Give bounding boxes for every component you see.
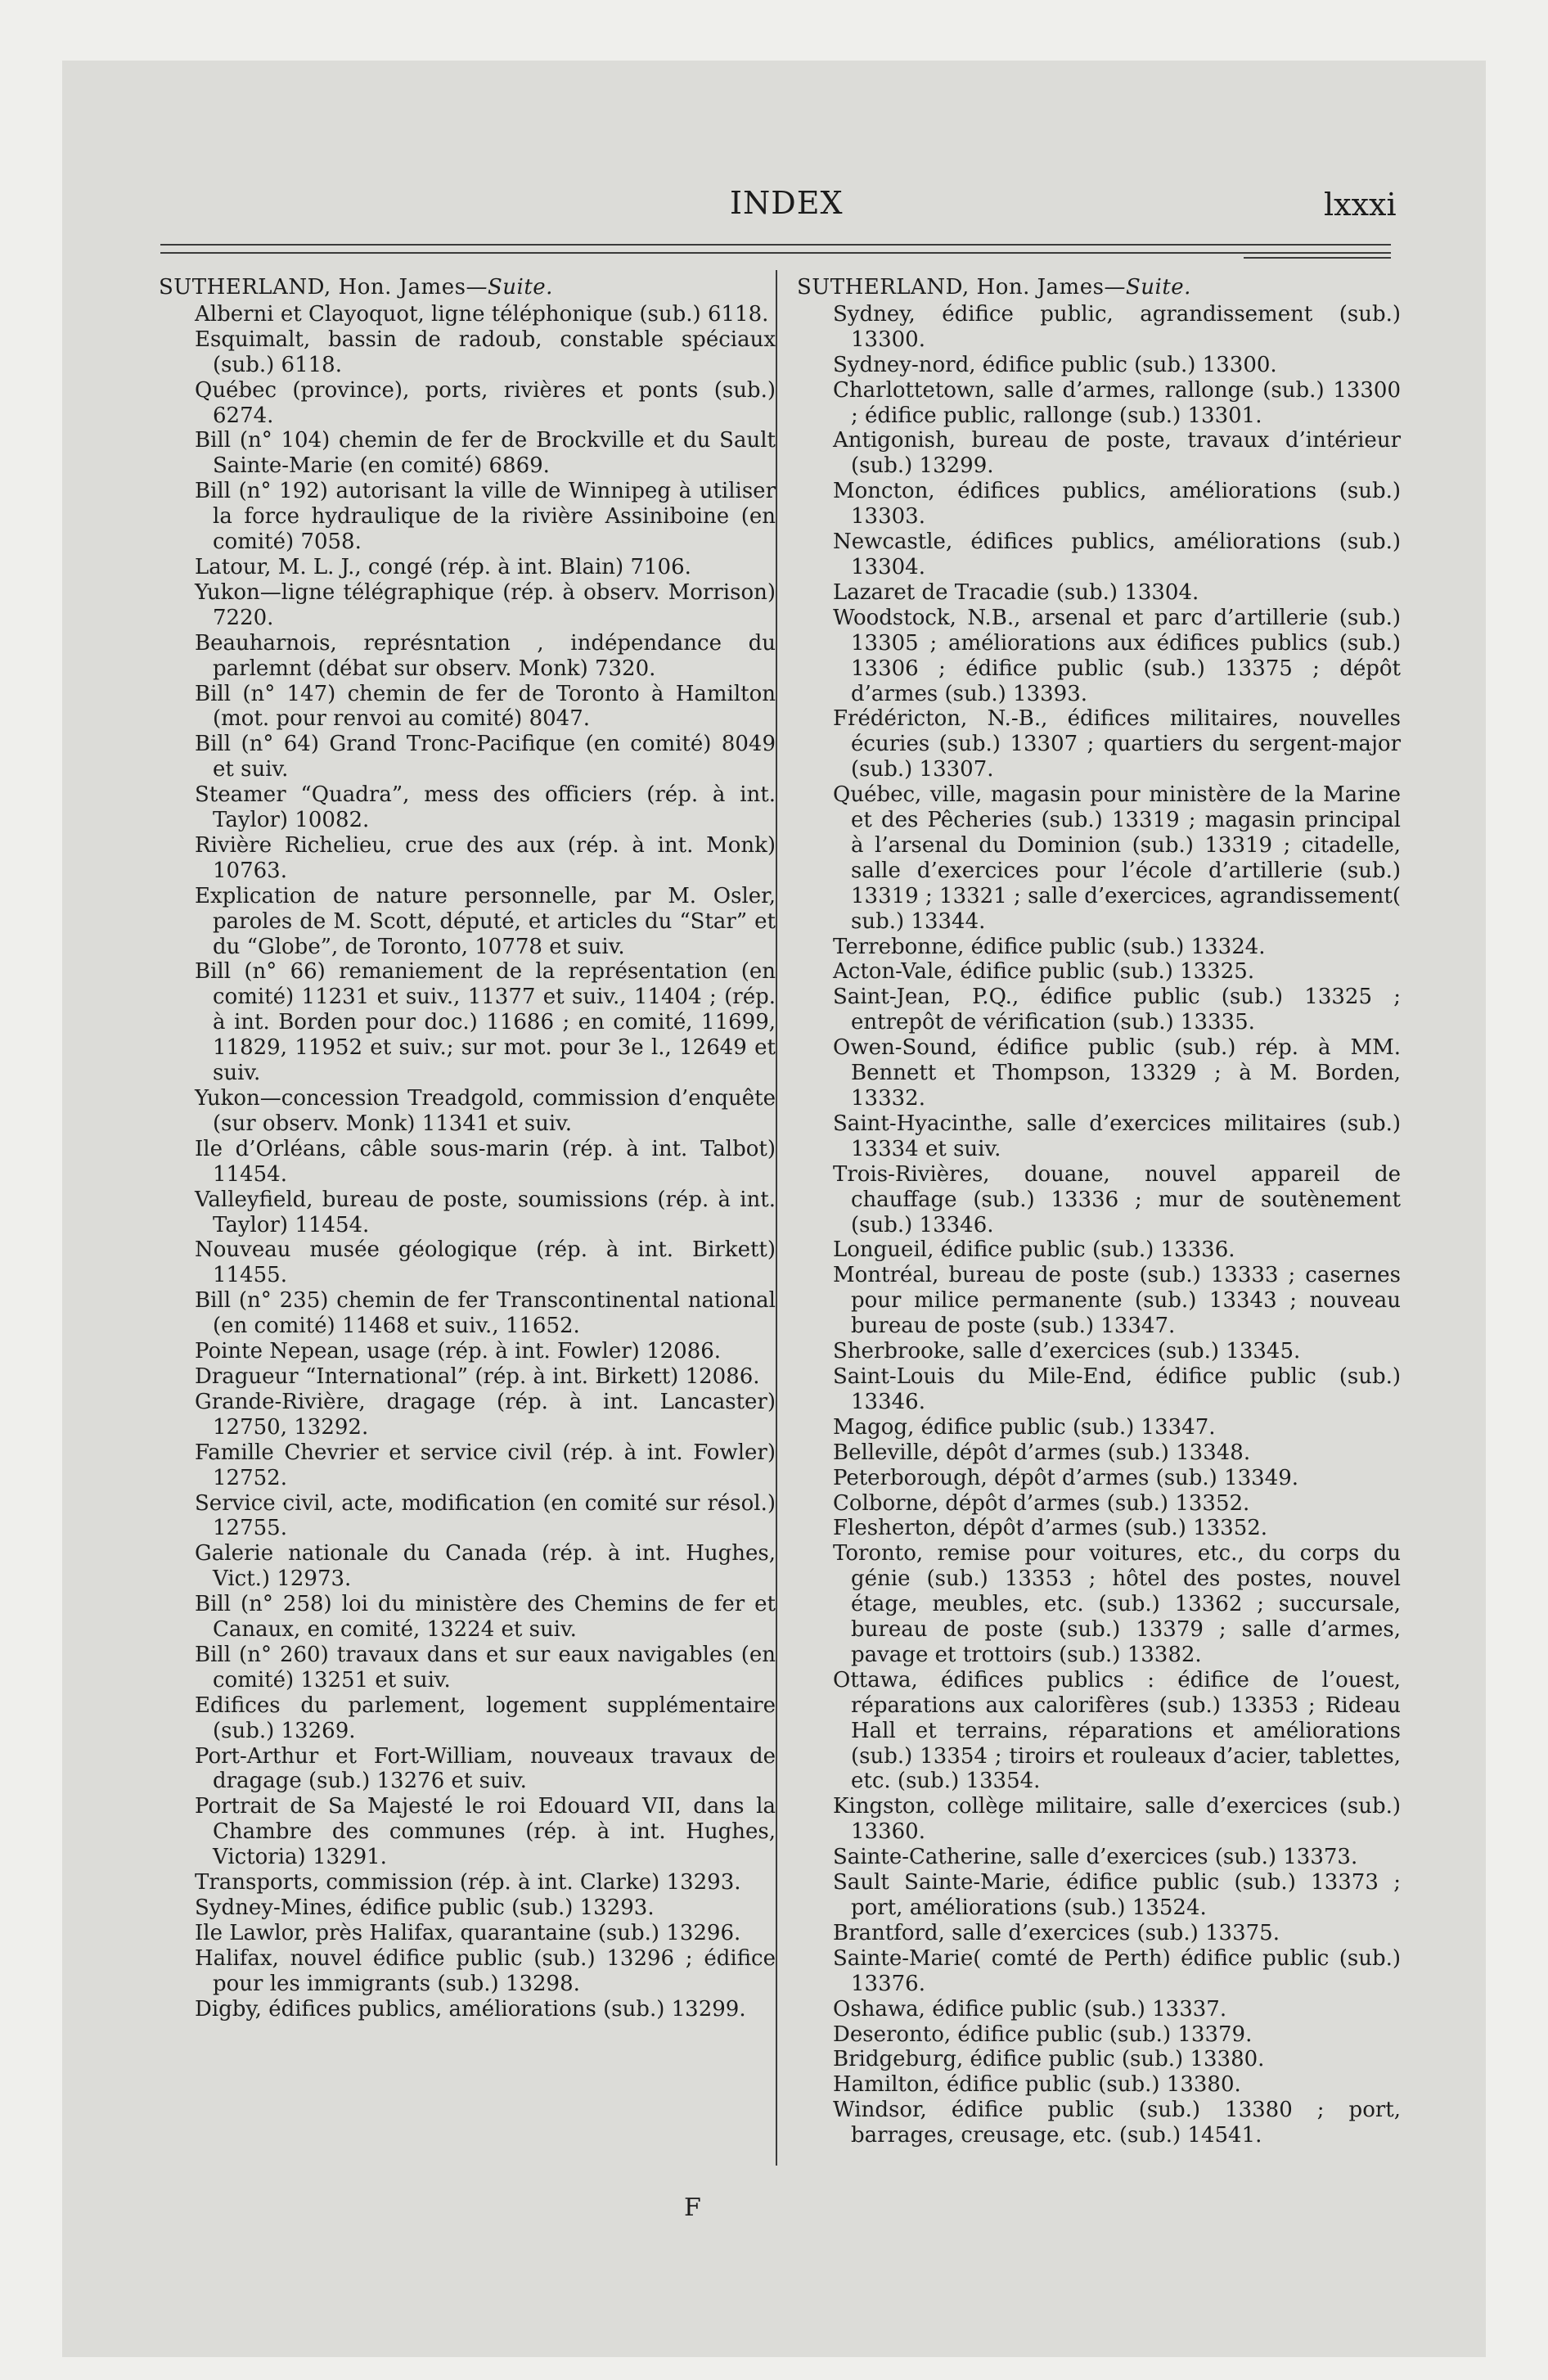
index-entry: Oshawa, édifice public (sub.) 13337. — [833, 1996, 1227, 2022]
left-heading-suffix: —Suite. — [466, 275, 553, 300]
index-entry: Trois-Rivières, douane, nouvel appareil de chauffage (sub.) 13336 ; mur de soutènement (sub.) 13346. — [833, 1161, 1401, 1237]
index-entry: Lazaret de Tracadie (sub.) 13304. — [833, 579, 1199, 605]
index-entry: Québec, ville, magasin pour ministère de la Marine et des Pêcheries (sub.) 13319 ; magasin principal à l’arsenal du Dominion (sub.) 13319 ; citadelle, salle d’exercices pour l’école d’artillerie (sub.) 13319 ; 13321 ; salle d’exercices, agrandissement( sub.) 13344. — [833, 782, 1401, 934]
index-entry: Famille Chevrier et service civil (rép. à int. Fowler) 12752. — [195, 1440, 776, 1490]
index-entry: Galerie nationale du Canada (rép. à int. Hughes, Vict.) 12973. — [195, 1541, 776, 1592]
index-entry: Frédéricton, N.-B., édifices militaires, nouvelles écuries (sub.) 13307 ; quartiers du sergent-major (sub.) 13307. — [833, 706, 1401, 782]
index-entry: Acton-Vale, édifice public (sub.) 13325. — [833, 959, 1255, 985]
index-entry: Magog, édifice public (sub.) 13347. — [833, 1414, 1216, 1440]
index-entry: Port-Arthur et Fort-William, nouveaux travaux de dragage (sub.) 13276 et suiv. — [195, 1743, 776, 1794]
index-entry: Québec (province), ports, rivières et ponts (sub.) 6274. — [195, 377, 776, 428]
index-entry: Sydney-nord, édifice public (sub.) 13300. — [833, 352, 1277, 377]
index-entry: Hamilton, édifice public (sub.) 13380. — [833, 2072, 1241, 2098]
index-entry: Rivière Richelieu, crue des aux (rép. à int. Monk) 10763. — [195, 832, 776, 883]
index-entry: Terrebonne, édifice public (sub.) 13324. — [833, 934, 1266, 959]
page-title: INDEX — [730, 185, 844, 221]
index-entry: Bill (n° 258) loi du ministère des Chemins de fer et Canaux, en comité, 13224 et suiv. — [195, 1592, 776, 1643]
index-entry: Kingston, collège militaire, salle d’exercices (sub.) 13360. — [833, 1794, 1401, 1845]
index-entry: Newcastle, édifices publics, améliorations (sub.) 13304. — [833, 530, 1401, 579]
right-heading-name: SUTHERLAND, Hon. James — [797, 275, 1105, 300]
index-entry: Ile d’Orléans, câble sous-marin (rép. à int. Talbot) 11454. — [195, 1136, 776, 1187]
index-entry: Grande-Rivière, dragage (rép. à int. Lancaster) 12750, 13292. — [195, 1389, 776, 1440]
index-entry: Yukon—concession Treadgold, commission d’enquête (sur observ. Monk) 11341 et suiv. — [195, 1086, 776, 1136]
right-column — [792, 275, 1401, 2148]
index-entry: Nouveau musée géologique (rép. à int. Birkett) 11455. — [195, 1237, 776, 1288]
index-entry: Sydney-Mines, édifice public (sub.) 13293. — [195, 1895, 655, 1920]
index-entry: Halifax, nouvel édifice public (sub.) 13296 ; édifice pour les immigrants (sub.) 13298. — [195, 1945, 776, 1996]
right-column-heading — [797, 275, 1401, 300]
right-entries-list — [792, 302, 1401, 2148]
index-entry: Sault Sainte-Marie, édifice public (sub.) 13373 ; port, améliorations (sub.) 13524. — [833, 1870, 1401, 1920]
page-number: lxxxi — [1324, 187, 1397, 223]
index-entry: Toronto, remise pour voitures, etc., du corps du génie (sub.) 13353 ; hôtel des postes, nouvel étage, meubles, etc. (sub.) 13362 ; succursale, bureau de poste (sub.) 13379 ; salle d’armes, pavage et trottoirs (sub.) 13382. — [833, 1541, 1401, 1667]
index-entry: Charlottetown, salle d’armes, rallonge (sub.) 13300 ; édifice public, rallonge (sub.) 13301. — [833, 377, 1401, 428]
index-entry: Bridgeburg, édifice public (sub.) 13380. — [833, 2047, 1265, 2072]
index-entry: Peterborough, dépôt d’armes (sub.) 13349. — [833, 1465, 1299, 1490]
index-entry: Bill (n° 147) chemin de fer de Toronto à Hamilton (mot. pour renvoi au comité) 8047. — [195, 681, 776, 732]
index-entry: Beauharnois, représntation , indépendance du parlemnt (débat sur observ. Monk) 7320. — [195, 630, 776, 681]
index-entry: Bill (n° 66) remaniement de la représentation (en comité) 11231 et suiv., 11377 et suiv., 11404 ; (rép. à int. Borden pour doc.) 11686 ; en comité, 11699, 11829, 11952 et suiv.; sur mot. pour 3e l., 12649 et suiv. — [195, 959, 776, 1086]
signature-mark: F — [684, 2193, 701, 2222]
index-entry: Explication de nature personnelle, par M. Osler, paroles de M. Scott, député, et articles du “Star” et du “Globe”, de Toronto, 10778 et suiv. — [195, 883, 776, 959]
index-entry: Flesherton, dépôt d’armes (sub.) 13352. — [833, 1516, 1268, 1541]
index-entry: Owen-Sound, édifice public (sub.) rép. à MM. Bennett et Thompson, 13329 ; à M. Borden, 13332. — [833, 1035, 1401, 1111]
index-entry: Colborne, dépôt d’armes (sub.) 13352. — [833, 1490, 1250, 1516]
left-heading-name: SUTHERLAND, Hon. James — [159, 275, 466, 300]
index-entry: Saint-Louis du Mile-End, édifice public (sub.) 13346. — [833, 1364, 1401, 1414]
index-entry: Pointe Nepean, usage (rép. à int. Fowler) 12086. — [195, 1339, 722, 1364]
left-column — [154, 275, 776, 2022]
column-separator — [776, 270, 777, 2166]
index-entry: Windsor, édifice public (sub.) 13380 ; port, barrages, creusage, etc. (sub.) 14541. — [833, 2098, 1401, 2148]
index-entry: Woodstock, N.B., arsenal et parc d’artillerie (sub.) 13305 ; améliorations aux édifices publics (sub.) 13306 ; édifice public (sub.) 13375 ; dépôt d’armes (sub.) 13393. — [833, 605, 1401, 706]
index-entry: Bill (n° 104) chemin de fer de Brockville et du Sault Sainte-Marie (en comité) 6869. — [195, 428, 776, 479]
index-entry: Deseronto, édifice public (sub.) 13379. — [833, 2022, 1253, 2047]
index-entry: Esquimalt, bassin de radoub, constable spéciaux (sub.) 6118. — [195, 327, 776, 377]
index-entry: Saint-Hyacinthe, salle d’exercices militaires (sub.) 13334 et suiv. — [833, 1111, 1401, 1161]
index-entry: Sainte-Catherine, salle d’exercices (sub.) 13373. — [833, 1845, 1358, 1870]
left-column-heading — [159, 275, 776, 300]
index-entry: Ile Lawlor, près Halifax, quarantaine (sub.) 13296. — [195, 1920, 741, 1945]
index-entry: Dragueur “International” (rép. à int. Birkett) 12086. — [195, 1364, 760, 1389]
index-entry: Bill (n° 260) travaux dans et sur eaux navigables (en comité) 13251 et suiv. — [195, 1642, 776, 1693]
index-entry: Moncton, édifices publics, améliorations (sub.) 13303. — [833, 479, 1401, 530]
index-entry: Alberni et Clayoquot, ligne téléphonique (sub.) 6118. — [195, 301, 769, 327]
header-rule-right — [1244, 257, 1391, 259]
index-entry: Steamer “Quadra”, mess des officiers (rép. à int. Taylor) 10082. — [195, 782, 776, 833]
right-heading-suffix: —Suite. — [1104, 275, 1191, 300]
index-entry: Antigonish, bureau de poste, travaux d’intérieur (sub.) 13299. — [833, 428, 1401, 479]
index-entry: Sydney, édifice public, agrandissement (sub.) 13300. — [833, 301, 1401, 352]
index-entry: Brantford, salle d’exercices (sub.) 13375. — [833, 1920, 1280, 1945]
index-entry: Belleville, dépôt d’armes (sub.) 13348. — [833, 1440, 1251, 1465]
index-entry: Valleyfield, bureau de poste, soumissions (rép. à int. Taylor) 11454. — [195, 1187, 776, 1237]
index-entry: Ottawa, édifices publics : édifice de l’ouest, réparations aux calorifères (sub.) 13353 ; Rideau Hall et terrains, réparations et améliorations (sub.) 13354 ; tiroirs et rouleaux d’acier, tablettes, etc. (sub.) 13354. — [833, 1667, 1401, 1794]
index-entry: Yukon—ligne télégraphique (rép. à observ. Morrison) 7220. — [195, 579, 776, 630]
header-rule-bottom — [160, 252, 1391, 254]
index-entry: Portrait de Sa Majesté le roi Edouard VII, dans la Chambre des communes (rép. à int. Hughes, Victoria) 13291. — [195, 1794, 776, 1870]
index-entry: Bill (n° 64) Grand Tronc-Pacifique (en comité) 8049 et suiv. — [195, 732, 776, 782]
index-entry: Montréal, bureau de poste (sub.) 13333 ; casernes pour milice permanente (sub.) 13343 ; nouveau bureau de poste (sub.) 13347. — [833, 1263, 1401, 1339]
index-entry: Edifices du parlement, logement supplémentaire (sub.) 13269. — [195, 1693, 776, 1743]
index-entry: Saint-Jean, P.Q., édifice public (sub.) 13325 ; entrepôt de vérification (sub.) 13335. — [833, 985, 1401, 1035]
index-entry: Sainte-Marie( comté de Perth) édifice public (sub.) 13376. — [833, 1945, 1401, 1996]
header-rule-top — [160, 244, 1391, 246]
index-entry: Service civil, acte, modification (en comité sur résol.) 12755. — [195, 1490, 776, 1541]
left-entries-list — [154, 302, 776, 2022]
index-entry: Transports, commission (rép. à int. Clarke) 13293. — [195, 1870, 741, 1895]
index-entry: Bill (n° 235) chemin de fer Transcontinental national (en comité) 11468 et suiv., 11652. — [195, 1288, 776, 1339]
index-entry: Longueil, édifice public (sub.) 13336. — [833, 1237, 1235, 1263]
index-entry: Bill (n° 192) autorisant la ville de Winnipeg à utiliser la force hydraulique de la rivière Assiniboine (en comité) 7058. — [195, 479, 776, 555]
index-entry: Latour, M. L. J., congé (rép. à int. Blain) 7106. — [195, 554, 691, 579]
index-entry: Sherbrooke, salle d’exercices (sub.) 13345. — [833, 1339, 1301, 1364]
index-entry: Digby, édifices publics, améliorations (sub.) 13299. — [195, 1996, 746, 2022]
